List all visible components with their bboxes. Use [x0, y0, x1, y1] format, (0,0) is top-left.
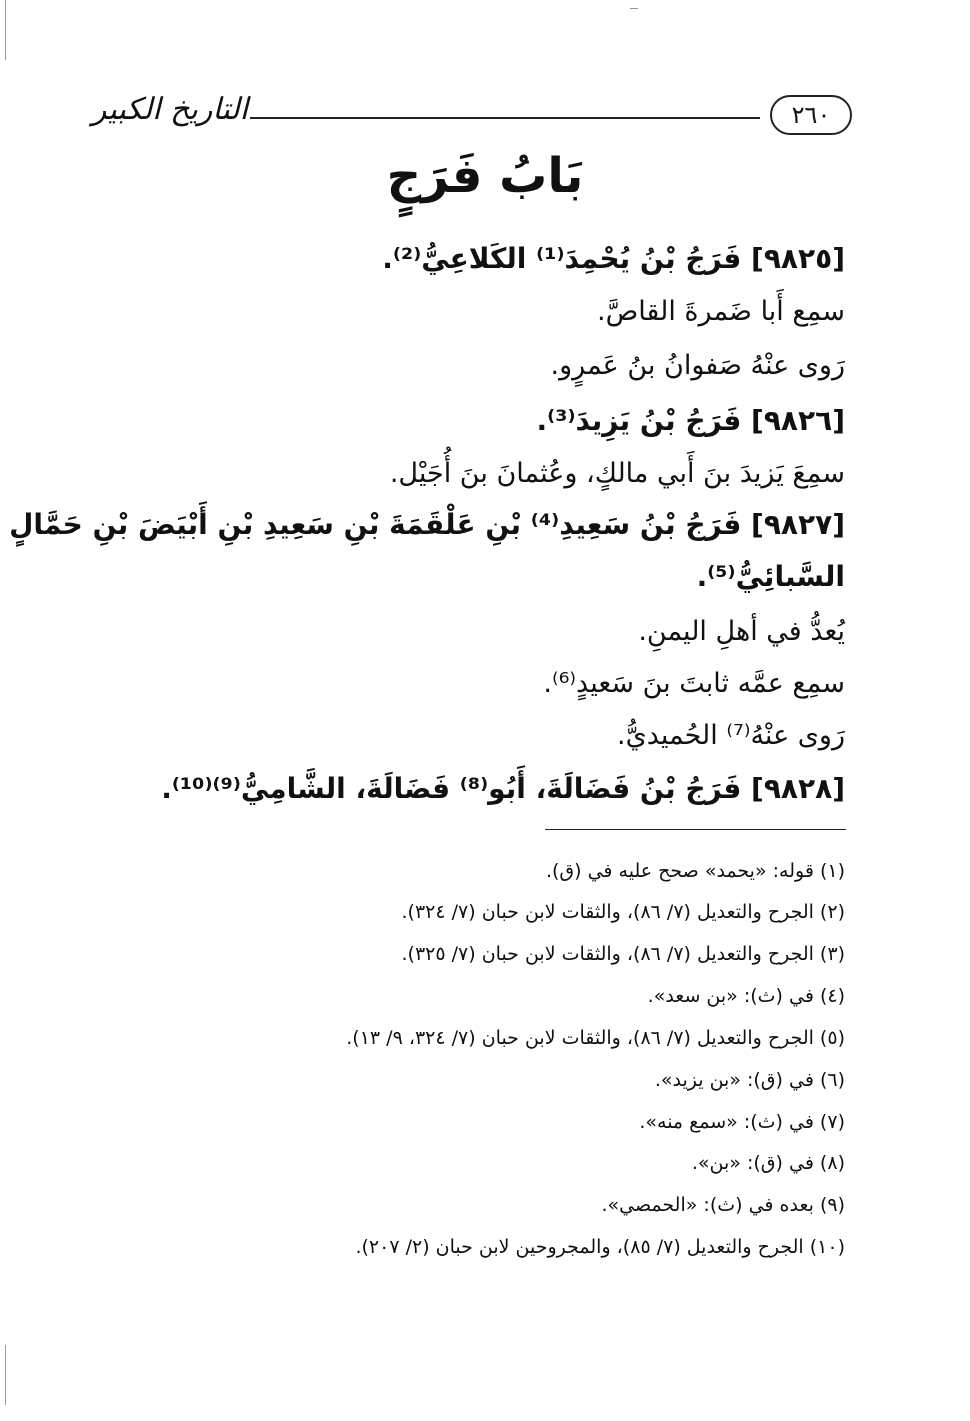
footnote: (٨) في (ق): «بن». [691, 1152, 845, 1174]
scan-mark [630, 8, 638, 9]
entry-line: رَوى عنْهُ⁽⁷⁾ الحُميديُّ. [616, 720, 845, 751]
entry-line: رَوى عنْهُ صَفوانُ بنُ عَمرٍو. [550, 350, 845, 381]
entry-line: سمِع عمَّه ثابتَ بنَ سَعيدٍ⁽⁶⁾. [543, 668, 845, 699]
entry-line: سمِعَ يَزيدَ بنَ أَبي مالكٍ، وعُثمانَ بنَ أُجَيْل. [389, 458, 845, 489]
chapter-title: بَابُ فَرَجٍ [386, 148, 584, 204]
entry-line: يُعدُّ في أهلِ اليمنِ. [638, 616, 845, 647]
binding-mark [5, 1345, 6, 1405]
header-rule [250, 117, 760, 119]
entry-heading: [٩٨٢٥] فَرَجُ بْنُ يُحْمِدَ⁽¹⁾ الكَلاعِيُّ⁽²⁾. [382, 242, 845, 275]
footnote: (٥) الجرح والتعديل (٧/ ٨٦)، والثقات لابن حبان (٧/ ٣٢٤، ٩/ ١٣). [346, 1027, 845, 1049]
running-header-title: التاريخ الكبير [91, 92, 248, 127]
entry-heading: [٩٨٢٧] فَرَجُ بْنُ سَعِيدِ⁽⁴⁾ بْنِ عَلْقَمَةَ بْنِ سَعِيدِ بْنِ أَبْيَضَ بْنِ حَمَّالٍ [9, 508, 845, 541]
footnote: (١٠) الجرح والتعديل (٧/ ٨٥)، والمجروحين لابن حبان (٢/ ٢٠٧). [355, 1236, 845, 1258]
footnote: (٢) الجرح والتعديل (٧/ ٨٦)، والثقات لابن حبان (٧/ ٣٢٤). [401, 901, 845, 923]
footnote-separator [545, 829, 846, 830]
entry-line: سمِع أَبا ضَمرةَ القاصَّ. [596, 296, 845, 327]
entry-heading: [٩٨٢٨] فَرَجُ بْنُ فَضَالَةَ، أَبُو⁽⁸⁾ فَضَالَةَ، الشَّامِيُّ⁽⁹⁾⁽¹⁰⁾. [161, 772, 845, 805]
footnote: (١) قوله: «يحمد» صحح عليه في (ق). [545, 860, 845, 882]
footnote: (٣) الجرح والتعديل (٧/ ٨٦)، والثقات لابن حبان (٧/ ٣٢٥). [401, 943, 845, 965]
footnote: (٧) في (ث): «سمع منه». [639, 1111, 845, 1133]
binding-mark [5, 0, 6, 60]
footnote: (٩) بعده في (ث): «الحمصي». [601, 1194, 845, 1216]
page-number: ٢٦٠ [770, 95, 852, 135]
footnote: (٤) في (ث): «بن سعد». [647, 985, 845, 1007]
entry-heading: [٩٨٢٦] فَرَجُ بْنُ يَزِيدَ⁽³⁾. [536, 404, 845, 437]
footnote: (٦) في (ق): «بن يزيد». [654, 1069, 845, 1091]
entry-heading-continued: السَّبائِيُّ⁽⁵⁾. [696, 560, 845, 593]
